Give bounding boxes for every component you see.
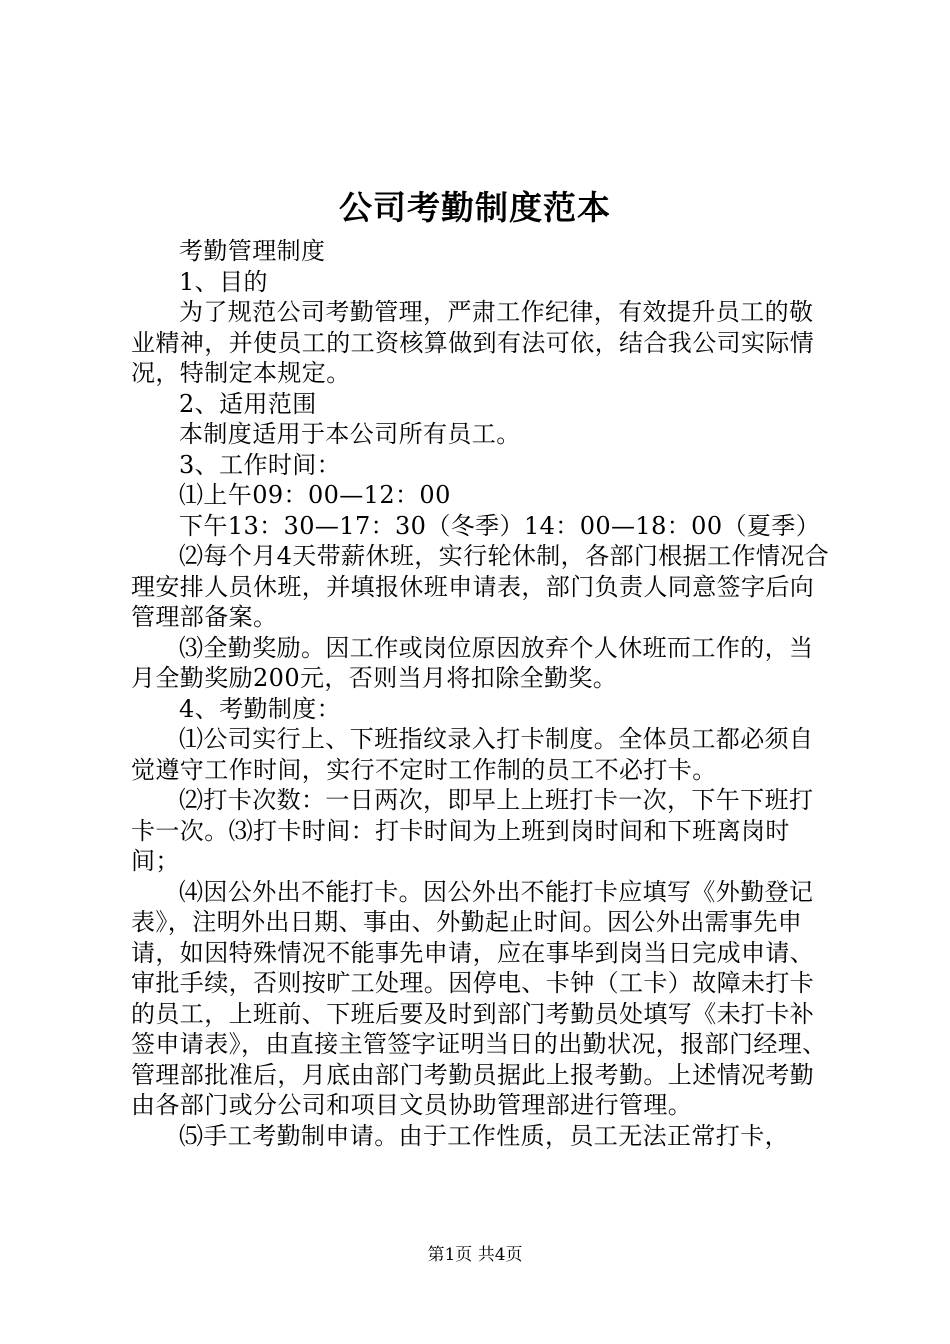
paragraph-purpose: 为了规范公司考勤管理，严肃工作纪律，有效提升员工的敬业精神，并使员工的工资核算做到有法可依，结合我公司实际情况，特制定本规定。 bbox=[131, 298, 815, 387]
paragraph-attendance-bonus: ⑶全勤奖励。因工作或岗位原因放弃个人休班而工作的，当月全勤奖励200元，否则当月将扣除全勤奖。 bbox=[131, 633, 814, 692]
paragraph-heading: 考勤管理制度 bbox=[179, 237, 326, 265]
page-footer: 第1页 共4页 bbox=[427, 1245, 523, 1265]
document-title: 公司考勤制度范本 bbox=[339, 188, 611, 227]
paragraph-punch-times: ⑵打卡次数：一日两次，即早上上班打卡一次，下午下班打卡一次。⑶打卡时间：打卡时间为上班到岗时间和下班离岗时间； bbox=[131, 786, 814, 875]
paragraph-section-4: 4、考勤制度： bbox=[179, 694, 342, 723]
paragraph-afternoon-hours: 下午13：30—17：30（冬季）14：00—18：00（夏季） bbox=[179, 511, 821, 540]
paragraph-scope: 本制度适用于本公司所有员工。 bbox=[179, 420, 521, 448]
document-body bbox=[131, 236, 831, 1151]
paragraph-section-2: 2、适用范围 bbox=[179, 389, 317, 418]
paragraph-fingerprint: ⑴公司实行上、下班指纹录入打卡制度。全体员工都必须自觉遵守工作时间，实行不定时工作制的员工不必打卡。 bbox=[131, 725, 814, 784]
paragraph-section-3: 3、工作时间： bbox=[179, 450, 342, 479]
paragraph-paid-leave: ⑵每个月4天带薪休班，实行轮休制，各部门根据工作情况合理安排人员休班，并填报休班申请表，部门负责人同意签字后向管理部备案。 bbox=[131, 542, 830, 631]
paragraph-morning-hours: ⑴上午09：00—12：00 bbox=[179, 481, 451, 509]
paragraph-business-out: ⑷因公外出不能打卡。因公外出不能打卡应填写《外勤登记表》，注明外出日期、事由、外勤起止时间。因公外出需事先申请，如因特殊情况不能事先申请，应在事毕到岗当日完成申请、审批手续，否则按旷工处理。因停电、卡钟（工卡）故障未打卡的员工，上班前、下班后要及时到部门考勤员处填写《未打卡补签申请表》，由直接主管签字证明当日的出勤状况，报部门经理、管理部批准后，月底由部门考勤员据此上报考勤。上述情况考勤由各部门或分公司和项目文员协助管理部进行管理。 bbox=[131, 877, 827, 1119]
paragraph-section-1: 1、目的 bbox=[179, 267, 268, 296]
paragraph-manual-attendance: ⑸手工考勤制申请。由于工作性质，员工无法正常打卡， bbox=[179, 1121, 789, 1150]
